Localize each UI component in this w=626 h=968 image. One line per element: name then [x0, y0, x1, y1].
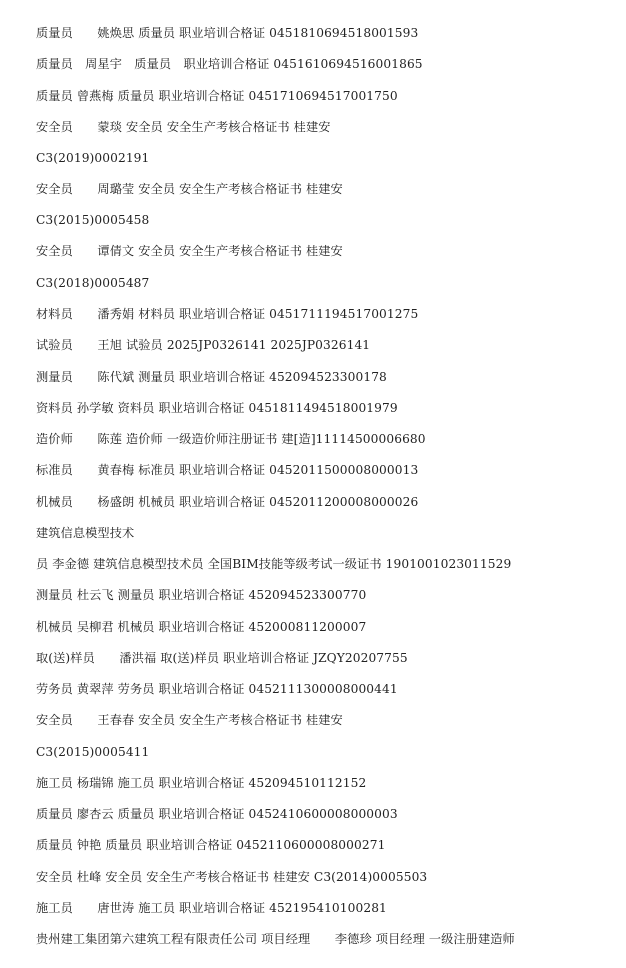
document-line: C3(2019)0002191 [36, 151, 150, 165]
document-line: 质量员 曾燕梅 质量员 职业培训合格证 0451710694517001750 [36, 89, 398, 103]
document-line: 建筑信息模型技术 [36, 526, 135, 540]
document-line: 造价师 陈莲 造价师 一级造价师注册证书 建[造]11114500006680 [36, 432, 426, 446]
document-line: C3(2018)0005487 [36, 276, 150, 290]
document-line: 质量员 周星宇 质量员 职业培训合格证 0451610694516001865 [36, 57, 423, 71]
document-line: 材料员 潘秀娟 材料员 职业培训合格证 0451711194517001275 [36, 307, 419, 321]
document-line: 贵州建工集团第六建筑工程有限责任公司 项目经理 李德珍 项目经理 一级注册建造师 [36, 932, 515, 946]
document-line: 安全员 蒙琰 安全员 安全生产考核合格证书 桂建安 [36, 120, 331, 134]
document-line: 测量员 杜云飞 测量员 职业培训合格证 452094523300770 [36, 588, 367, 602]
document-line: 施工员 唐世涛 施工员 职业培训合格证 452195410100281 [36, 901, 387, 915]
document-line: 机械员 杨盛朗 机械员 职业培训合格证 0452011200008000026 [36, 495, 419, 509]
document-line: 资料员 孙学敏 资料员 职业培训合格证 0451811494518001979 [36, 401, 398, 415]
document-line: 试验员 王旭 试验员 2025JP0326141 2025JP0326141 [36, 338, 371, 352]
document-line: 员 李金德 建筑信息模型技术员 全国BIM技能等级考试一级证书 1901001023011529 [36, 557, 512, 571]
document-line: 安全员 王春春 安全员 安全生产考核合格证书 桂建安 [36, 713, 343, 727]
document-line: 机械员 吴柳君 机械员 职业培训合格证 452000811200007 [36, 620, 367, 634]
document-line: 标准员 黄春梅 标准员 职业培训合格证 0452011500008000013 [36, 463, 419, 477]
document-line: 安全员 谭倩文 安全员 安全生产考核合格证书 桂建安 [36, 244, 343, 258]
document-line: 劳务员 黄翠萍 劳务员 职业培训合格证 0452111300008000441 [36, 682, 398, 696]
document-line: 施工员 杨瑞锦 施工员 职业培训合格证 452094510112152 [36, 776, 367, 790]
document-line: 质量员 姚焕思 质量员 职业培训合格证 0451810694518001593 [36, 26, 419, 40]
document-line: 安全员 周璐莹 安全员 安全生产考核合格证书 桂建安 [36, 182, 343, 196]
document-line: 取(送)样员 潘洪福 取(送)样员 职业培训合格证 JZQY20207755 [36, 651, 408, 665]
document-line: C3(2015)0005458 [36, 213, 150, 227]
document-line: 质量员 钟艳 质量员 职业培训合格证 0452110600008000271 [36, 838, 386, 852]
document-line: C3(2015)0005411 [36, 745, 150, 759]
document-line: 质量员 廖杏云 质量员 职业培训合格证 0452410600008000003 [36, 807, 398, 821]
document-line: 测量员 陈代斌 测量员 职业培训合格证 452094523300178 [36, 370, 387, 384]
document-line: 安全员 杜峰 安全员 安全生产考核合格证书 桂建安 C3(2014)0005503 [36, 870, 428, 884]
